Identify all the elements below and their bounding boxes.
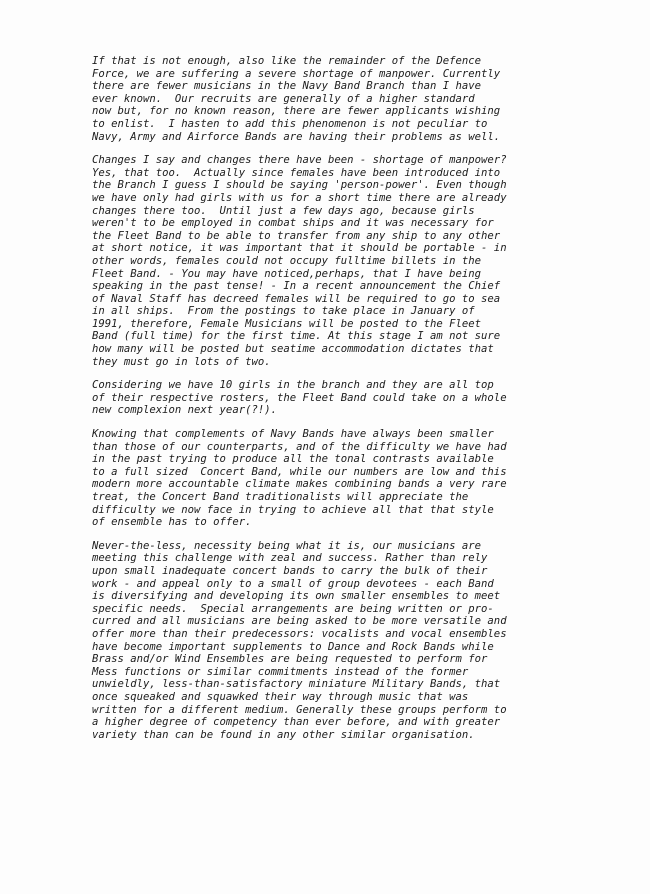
paragraph-ten-girls: Considering we have 10 girls in the branch and they are all top of their respective rosters, the Fleet Band could take on a whole new complexion next year(?!). [92,379,507,417]
paragraph-complements: Knowing that complements of Navy Bands have always been smaller than those of our counterparts, and of the difficulty we have had in the past trying to produce all the tonal contrasts available to a full sized Concert Band, while our numbers are low and this modern more accountable climate makes combining bands a very rare treat, the Concert Band traditionalists will appreciate the difficulty we now face in trying to achieve all that that style of ensemble has to offer. [92,428,507,529]
paragraph-never-the-less: Never-the-less, necessity being what it is, our musicians are meeting this challenge with zeal and success. Rather than rely upon small inadequate concert bands to carry the bulk of their work - and appeal only to a small of group devotees - each Band is diversifying and developing its own smaller ensembles to meet specific needs. Special arrangements are being written or pro- curred and all musicians are being asked to be more versatile and offer more than their predecessors: vocalists and vocal ensembles have become important supplements to Dance and Rock Bands while Brass and/or Wind Ensembles are being requested to perform for Mess functions or similar commitments instead of the former unwieldly, less-than-satisfactory miniature Military Bands, that once squeaked and squawked their way through music that was written for a different medium. Generally these groups perform to a higher degree of competency than ever before, and with greater variety than can be found in any other similar organisation. [92,539,507,741]
text-body [92,55,602,752]
paragraph-changes-females: Changes I say and changes there have been - shortage of manpower? Yes, that too. Actually since females have been introduced into the Branch I guess I should be saying 'person-power'. Even though we have only had girls with us for a short time there are already changes there too. Until just a few days ago, because girls weren't to be employed in combat ships and it was necessary for the Fleet Band to be able to transfer from any ship to any other at short notice, it was important that it should be portable - in other words, females could not occupy fulltime billets in the Fleet Band. - You may have noticed,perhaps, that I have being speaking in the past tense! - In a recent announcement the Chief of Naval Staff has decreed females will be required to go to sea in all ships. From the postings to take place in January of 1991, therefore, Female Musicians will be posted to the Fleet Band (full time) for the first time. At this stage I am not sure how many will be posted but seatime accommodation dictates that they must go in lots of two. [92,154,507,368]
paragraph-manpower-shortage: If that is not enough, also like the remainder of the Defence Force, we are suffering a severe shortage of manpower. Currently there are fewer musicians in the Navy Band Branch than I have ever known. Our recruits are generally of a higher standard now but, for no known reason, there are fewer applicants wishing to enlist. I hasten to add this phenomenon is not peculiar to Navy, Army and Airforce Bands are having their problems as well. [92,55,501,143]
